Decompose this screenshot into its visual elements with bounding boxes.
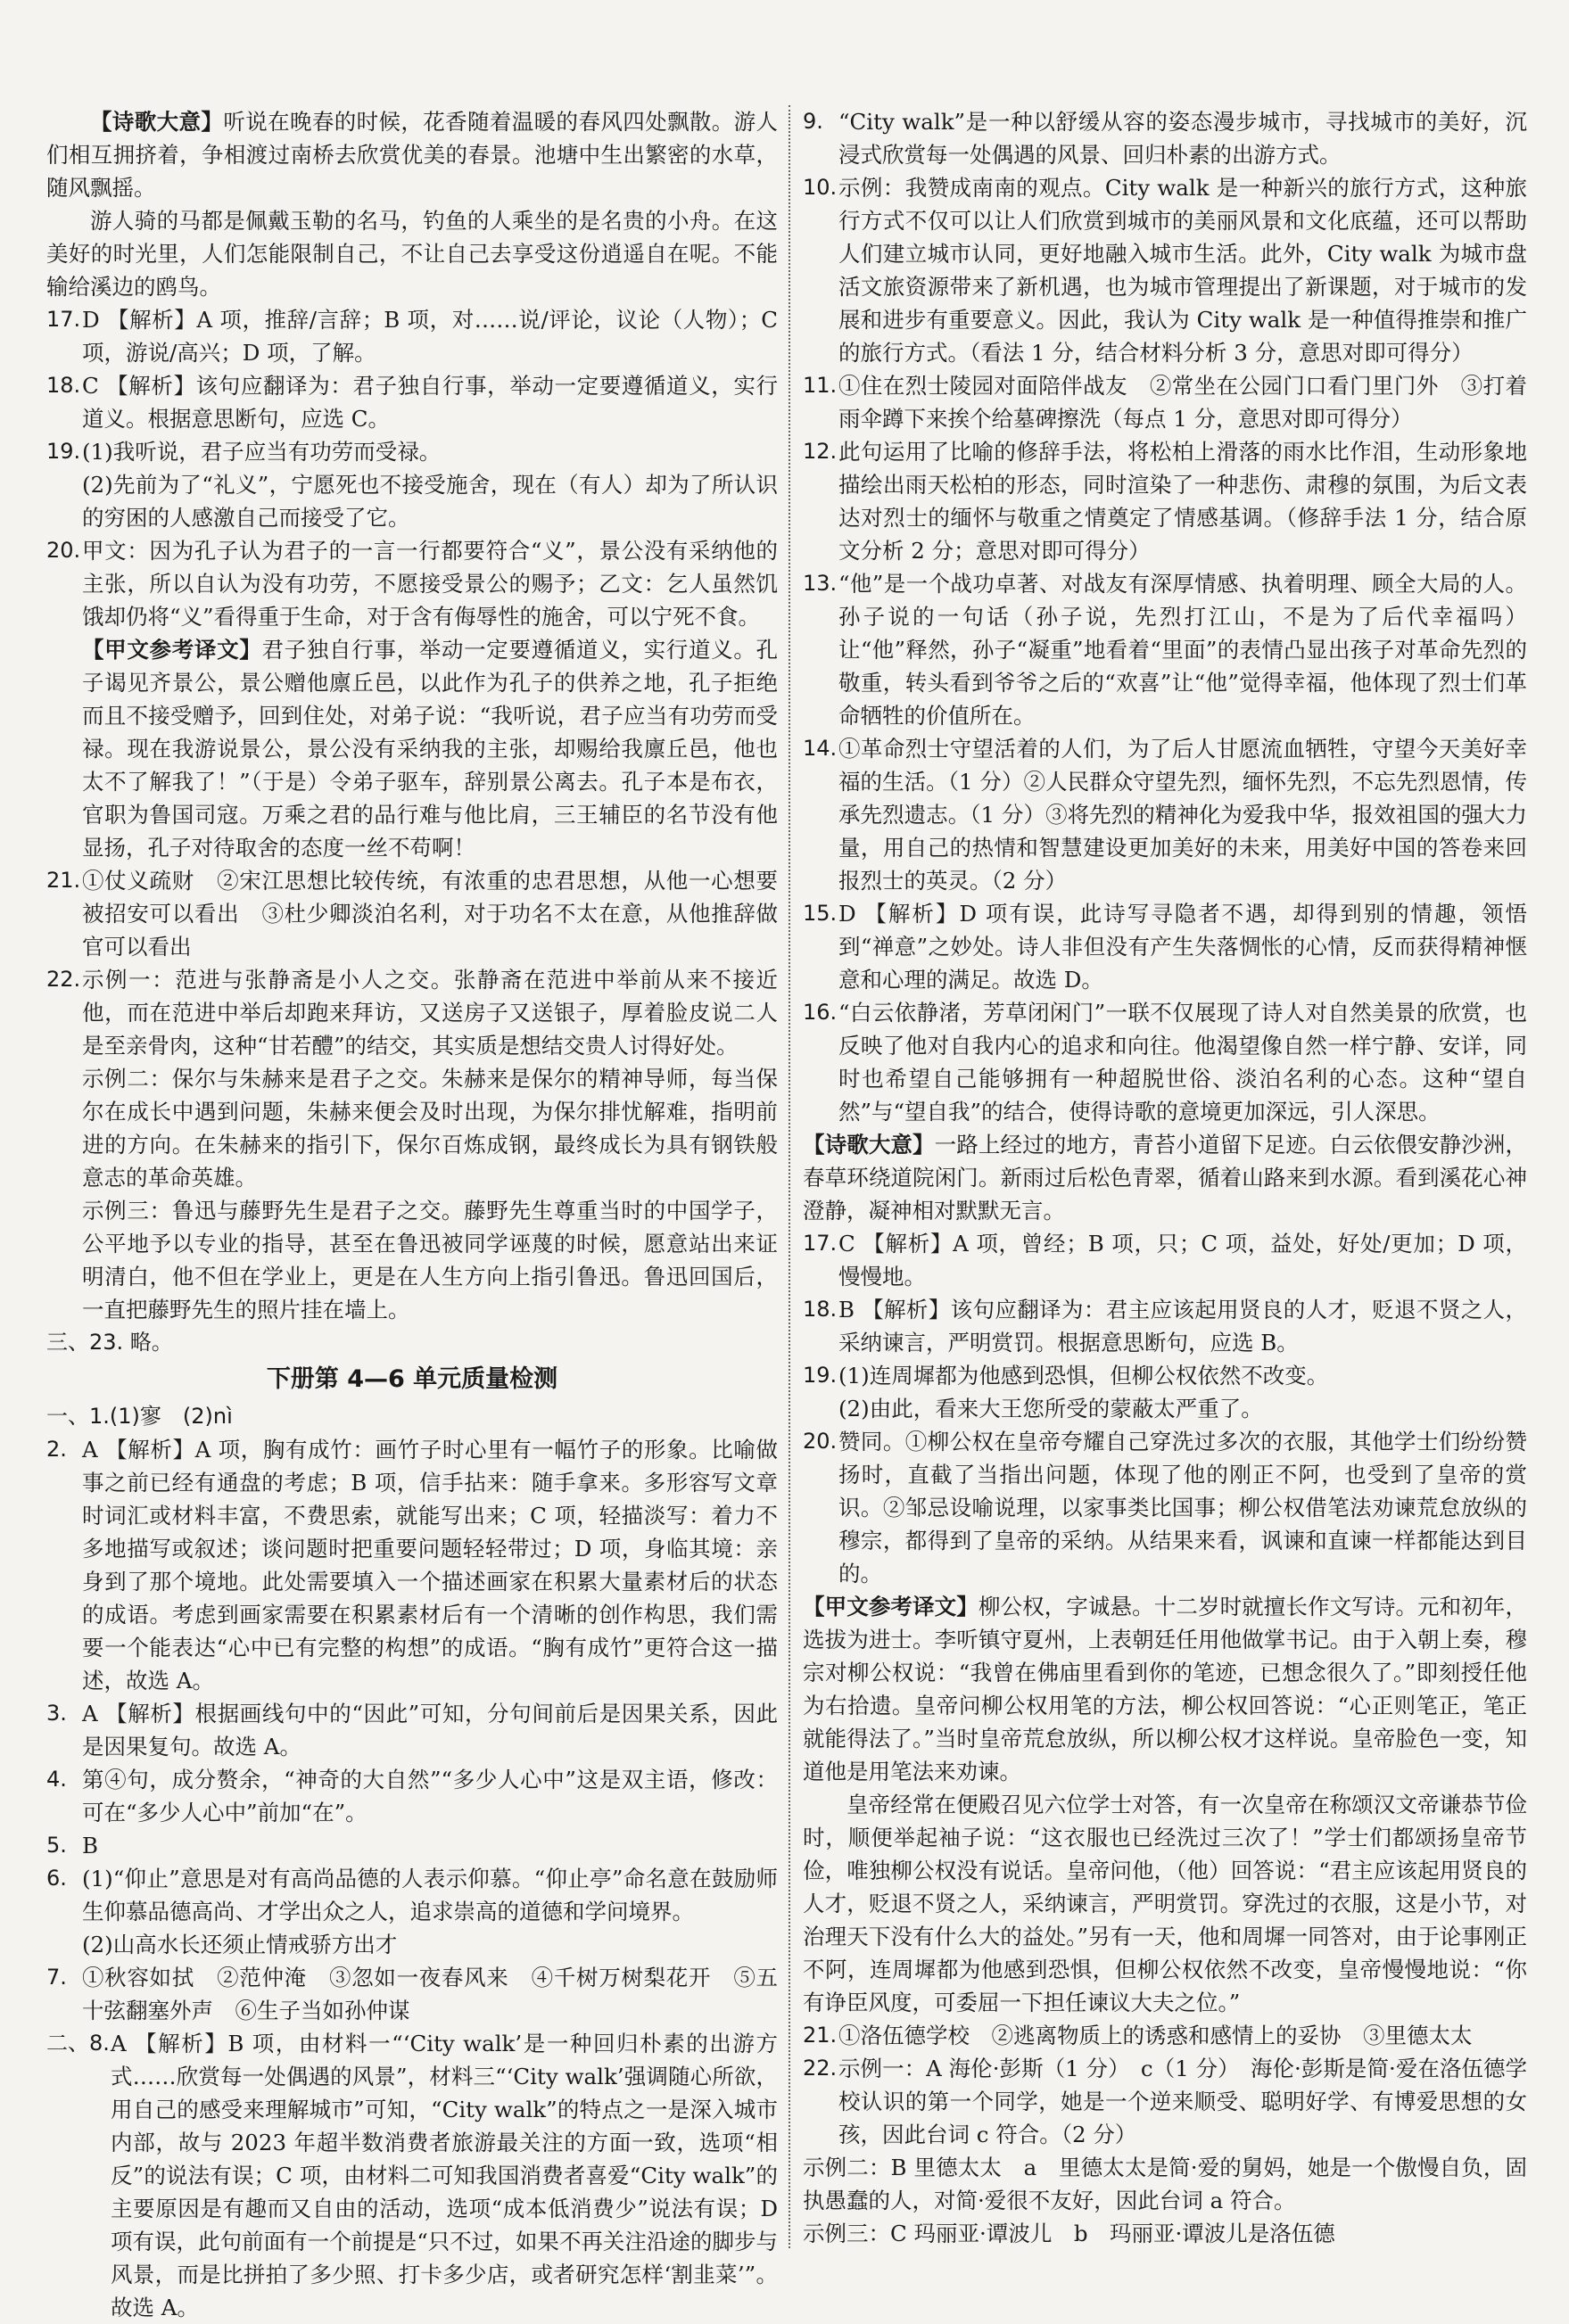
answer-18: 18. C 【解析】该句应翻译为：君子独自行事，举动一定要遵循道义，实行道义。根据意思断句，应选 C。 [46,373,778,432]
answer-21: 21. ①仗义疏财 ②宋江思想比较传统，有浓重的忠君思想，从他一心想要被招安可以看出 ③杜少卿淡泊名利，对于功名不太在意，从他推辞做官可以看出 [46,868,778,960]
s2-answer-6: 6. (1)“仰止”意思是对有高尚品德的人表示仰慕。“仰止亭”命名意在鼓励师生仰慕品德高尚、才学出众之人，追求崇高的道德和学问境界。 [46,1866,778,1924]
answer-11: 11. ①住在烈士陵园对面陪伴战友 ②常坐在公园门口看门里门外 ③打着雨伞蹲下来挨个给墓碑擦洗（每点 1 分，意思对即可得分） [803,373,1527,432]
answer-19-right: 19. (1)连周墀都为他感到恐惧，但柳公权依然不改变。 [803,1363,1329,1389]
s2-answer-4: 4. 第④句，成分赘余，“神奇的大自然”“多少人心中”这是双主语，修改：可在“多少人心中”前加“在”。 [46,1767,778,1825]
answer-22-example-2: 示例二：保尔与朱赫来是君子之交。朱赫来是保尔的精神导师，每当保尔在成长中遇到问题，朱赫来便会及时出现，为保尔排忧解难，指明前进的方向。在朱赫来的指引下，保尔百炼成钢，最终成长为具有钢铁般意志的革命英雄。 [82,1066,778,1191]
answer-21-right: 21. ①洛伍德学校 ②逃离物质上的诱惑和感情上的妥协 ③里德太太 [803,2023,1473,2048]
answer-17-right: 17. C 【解析】A 项，曾经；B 项，只；C 项，益处，好处/更加；D 项，慢慢地。 [803,1231,1527,1290]
answer-20-right-translation-2: 皇帝经常在便殿召见六位学士对答，有一次皇帝在称颂汉文帝谦恭节俭时，顺便举起袖子说：“这衣服也已经洗过三次了！”学士们都颂扬皇帝节俭，唯独柳公权没有说话。皇帝问他，（他）回答说：“君主应该起用贤良的人才，贬退不贤之人，采纳谏言，严明赏罚。穿洗过的衣服，这是小节，对治理天下没有什么大的益处。”另有一天，他和周墀一同答对，由于论事刚正不阿，连周墀都为他感到恐惧，但柳公权依然不改变，皇帝慢慢地说：“你有诤臣风度，可委屈一下担任谏议大夫之位。” [803,1792,1527,2015]
answer-20-right-translation: 【甲文参考译文】柳公权，字诚悬。十二岁时就擅长作文写诗。元和初年，选拔为进士。李听镇守夏州，上表朝廷任用他做掌书记。由于入朝上奏，穆宗对柳公权说：“我曾在佛庙里看到你的笔迹，已想念很久了。”即刻授任他为右拾遗。皇帝问柳公权用笔的方法，柳公权回答说：“心正则笔正，笔正就能得法了。”当时皇帝荒怠放纵，所以柳公权才这样说。皇帝脸色一变，知道他是用笔法来劝谏。 [803,1594,1527,1784]
section-title: 下册第 4—6 单元质量检测 [266,1365,558,1393]
poem-meaning-paragraph-2: 游人骑的马都是佩戴玉勒的名马，钓鱼的人乘坐的是名贵的小舟。在这美好的时光里，人们怎能限制自己，不让自己去享受这份逍遥自在呢。不能输给溪边的鸥鸟。 [46,208,778,300]
s2-answer-3: 3. A 【解析】根据画线句中的“因此”可知，分句间前后是因果关系，因此是因果复句。故选 A。 [46,1701,778,1759]
poem-meaning-paragraph: 【诗歌大意】听说在晚春的时候，花香随着温暖的春风四处飘散。游人们相互拥挤着，争相渡过南桥去欣赏优美的春景。池塘中生出繁密的水草，随风飘摇。 [46,109,779,201]
s2-answer-5: 5. B [46,1833,99,1858]
column-divider [789,105,790,2248]
answer-13: 13. “他”是一个战功卓著、对战友有深厚情感、执着明理、顾全大局的人。孙子说的一句话（孙子说，先烈打江山，不是为了后代幸福吗）让“他”释然，孙子“凝重”地看着“里面”的表情凸显出孩子对革命先烈的敬重，转头看到爷爷之后的“欢喜”让“他”觉得幸福，他体现了烈士们革命牺牲的价值所在。 [803,571,1527,729]
answer-23: 三、23. 略。 [46,1330,173,1355]
answer-22-right-example-2: 示例二：B 里德太太 a 里德太太是简·爱的舅妈，她是一个傲慢自负，固执愚蠢的人，对简·爱很不友好，因此台词 a 符合。 [803,2155,1527,2213]
answer-20-translation: 【甲文参考译文】君子独自行事，举动一定要遵循道义，实行道义。孔子谒见齐景公，景公赠他廪丘邑，以此作为孔子的供养之地，孔子拒绝而且不接受赠予，回到住处，对弟子说：“我听说，君子应当有功劳而受禄。现在我游说景公，景公没有采纳我的主张，却赐给我廪丘邑，他也太不了解我了！”（于是）令弟子驱车，辞别景公离去。孔子本是布衣，官职为鲁国司寇。万乘之君的品行难与他比肩，三王辅臣的名节没有他显扬，孔子对待取舍的态度一丝不苟啊！ [82,637,778,861]
answer-19-right-part-2: (2)由此，看来大王您所受的蒙蔽太严重了。 [838,1396,1263,1422]
answer-16: 16. “白云依静渚，芳草闭闲门”一联不仅展现了诗人对自然美景的欣赏，也反映了他对自我内心的追求和向往。他渴望像自然一样宁静、安详，同时也希望自己能够拥有一种超脱世俗、淡泊名利的心态。这种“望自然”与“望自我”的结合，使得诗歌的意境更加深远，引人深思。 [803,1000,1527,1125]
s2-answer-7: 7. ①秋容如拭 ②范仲淹 ③忽如一夜春风来 ④千树万树梨花开 ⑤五十弦翻塞外声 ⑥生子当如孙仲谋 [46,1965,778,2023]
answer-22-example-3: 示例三：鲁迅与藤野先生是君子之交。藤野先生尊重当时的中国学子，公平地予以专业的指导，甚至在鲁迅被同学诬蔑的时候，愿意站出来证明清白，他不但在学业上，更是在人生方向上指引鲁迅。鲁迅回国后，一直把藤野先生的照片挂在墙上。 [82,1198,778,1323]
answer-22-right: 22. 示例一：A 海伦·彭斯（1 分） c（1 分） 海伦·彭斯是简·爱在洛伍德学校认识的第一个同学，她是一个逆来顺受、聪明好学、有博爱思想的女孩，因此台词 c 符合。（2 分） [803,2056,1527,2147]
s2-answer-8: 二、8. A 【解析】B 项，由材料一“‘City walk’是一种回归朴素的出游方式……欣赏每一处偶遇的风景”，材料三“‘City walk’强调随心所欲，用自己的感受来理解城市”可知，“City walk”的特点之一是深入城市内部，故与 2023 年超半数消费者旅游最关注的方面一致，选项“相反”的说法有误；C 项，由材料二可知我国消费者喜爱“City walk”的主要原因是有趣而又自由的活动，选项“成本低消费少”说法有误；D 项有误，此句前面有一个前提是“只不过，如果不再关注沿途的脚步与风景，而是比拼拍了多少照、打卡多少店，或者研究怎样‘割韭菜’”。故选 A。 [46,2031,778,2320]
answer-9: 9. “City walk”是一种以舒缓从容的姿态漫步城市，寻找城市的美好，沉浸式欣赏每一处偶遇的风景、回归朴素的出游方式。 [803,109,1527,168]
answer-22-right-example-3: 示例三：C 玛丽亚·谭波儿 b 玛丽亚·谭波儿是洛伍德 [803,2221,1335,2246]
poem-meaning-right: 【诗歌大意】一路上经过的地方，青苔小道留下足迹。白云依偎安静沙洲，春草环绕道院闲门。新雨过后松色青翠，循着山路来到水源。看到溪花心神澄静，凝神相对默默无言。 [803,1132,1527,1224]
answer-18-right: 18. B 【解析】该句应翻译为：君主应该起用贤良的人才，贬退不贤之人，采纳谏言，严明赏罚。根据意思断句，应选 B。 [803,1297,1527,1356]
left-column [46,105,779,2320]
answer-20-right: 20. 赞同。①柳公权在皇帝夸耀自己穿洗过多次的衣服，其他学士们纷纷赞扬时，直截了当指出问题，体现了他的刚正不阿，也受到了皇帝的赏识。②邹忌设喻说理，以家事类比国事；柳公权借笔法劝谏荒怠放纵的穆宗，都得到了皇帝的采纳。从结果来看，讽谏和直谏一样都能达到目的。 [803,1429,1527,1586]
answer-20: 20. 甲文：因为孔子认为君子的一言一行都要符合“义”，景公没有采纳他的主张，所以自认为没有功劳，不愿接受景公的赐予；乙文：乞人虽然饥饿却仍将“义”看得重于生命，对于含有侮辱性的施舍，可以宁死不食。 [46,538,778,630]
poem-meaning-tag: 【诗歌大意】 [90,109,224,135]
answer-17: 17. D 【解析】A 项，推辞/言辞；B 项，对……说/评论，议论（人物）；C 项，游说/高兴；D 项，了解。 [46,307,778,366]
answer-15: 15. D 【解析】D 项有误，此诗写寻隐者不遇，却得到别的情趣，领悟到“禅意”之妙处。诗人非但没有产生失落惆怅的心情，反而获得精神惬意和心理的满足。故选 D。 [803,901,1527,993]
answer-12: 12. 此句运用了比喻的修辞手法，将松柏上滑落的雨水比作泪，生动形象地描绘出雨天松柏的形态，同时渲染了一种悲伤、肃穆的氛围，为后文表达对烈士的缅怀与敬重之情奠定了情感基调。（修辞手法 1 分，结合原文分析 2 分；意思对即可得分） [803,439,1527,564]
answer-19-part-2: (2)先前为了“礼义”，宁愿死也不接受施舍，现在（有人）却为了所认识的穷困的人感激自己而接受了它。 [82,472,778,531]
answer-14: 14. ①革命烈士守望活着的人们，为了后人甘愿流血牺牲，守望今天美好幸福的生活。（1 分）②人民群众守望先烈，缅怀先烈，不忘先烈恩情，传承先烈遗志。（1 分）③将先烈的精神化为爱我中华，报效祖国的强大力量，用自己的热情和智慧建设更加美好的未来，用美好中国的答卷来回报烈士的英灵。（2 分） [803,736,1527,894]
answer-19: 19. (1)我听说，君子应当有功劳而受禄。 [46,439,442,465]
s2-answer-2: 2. A 【解析】A 项，胸有成竹：画竹子时心里有一幅竹子的形象。比喻做事之前已经有通盘的考虑；B 项，信手拈来：随手拿来。多形容写文章时词汇或材料丰富，不费思索，就能写出来；C 项，轻描淡写：着力不多地描写或叙述；谈问题时把重要问题轻轻带过；D 项，身临其境：亲身到了那个境地。此处需要填入一个描述画家在积累大量素材后的状态的成语。考虑到画家需要在积累素材后有一个清晰的创作构思，我们需要一个能表达“心中已有完整的构想”的成语。“胸有成竹”更符合这一描述，故选 A。 [46,1437,778,1694]
s2-answer-6-part-2: (2)山高水长还须止情戒骄方出才 [82,1932,398,1957]
answer-22: 22. 示例一：范进与张静斋是小人之交。张静斋在范进中举前从来不接近他，而在范进中举后却跑来拜访，又送房子又送银子，厚着脸皮说二人是至亲骨肉，这种“甘若醴”的结交，其实质是想结交贵人讨得好处。 [46,967,778,1059]
s2-answer-1: 一、1.(1)寥 (2)nì [46,1404,233,1429]
answer-10: 10. 示例：我赞成南南的观点。City walk 是一种新兴的旅行方式，这种旅行方式不仅可以让人们欣赏到城市的美丽风景和文化底蕴，还可以帮助人们建立城市认同，更好地融入城市生活。此外，City walk 为城市盘活文旅资源带来了新机遇，也为城市管理提出了新课题，对于城市的发展和进步有重要意义。因此，我认为 City walk 是一种值得推崇和推广的旅行方式。（看法 1 分，结合材料分析 3 分，意思对即可得分） [803,175,1527,366]
right-column [803,105,1527,2248]
